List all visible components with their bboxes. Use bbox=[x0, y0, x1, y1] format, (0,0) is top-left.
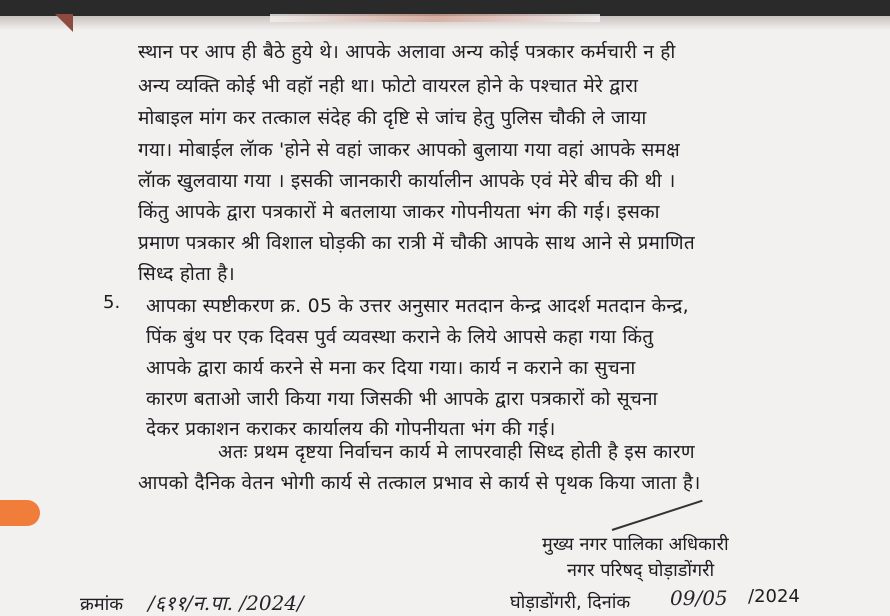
conclusion-line: अतः प्रथम दृष्टया निर्वाचन कार्य मे लापरवाही सिध्द होती है इस कारण bbox=[218, 441, 695, 463]
date-year: /2024 bbox=[748, 586, 800, 607]
orange-marker bbox=[0, 500, 40, 526]
folded-corner bbox=[55, 14, 73, 32]
body-line: प्रमाण पत्रकार श्री विशाल घोड़की का रात्री में चौकी आपके साथ आने से प्रमाणित bbox=[138, 232, 695, 254]
point-line: कारण बताओ जारी किया गया जिसकी भी आपके द्वारा पत्रकारों को सूचना bbox=[146, 388, 658, 410]
body-line: किंतु आपके द्वारा पत्रकारों मे बतलाया जाकर गोपनीयता भंग की गई। इसका bbox=[138, 201, 660, 223]
designation: मुख्य नगर पालिका अधिकारी bbox=[542, 534, 729, 555]
body-line: अन्य व्यक्ति कोई भी वहॉ नही था। फोटो वायरल होने के पश्चात मेरे द्वारा bbox=[138, 75, 639, 97]
ref-label: क्रमांक bbox=[80, 594, 124, 615]
point-line: आपका स्पष्टीकरण क्र. 05 के उत्तर अनुसार मतदान केन्द्र आदर्श मतदान केन्द्र, bbox=[146, 295, 689, 317]
body-line: स्थान पर आप ही बैठे हुये थे। आपके अलावा अन्य कोई पत्रकार कर्मचारी न ही bbox=[138, 41, 676, 63]
body-line: गया। मोबाईल लॅाक 'होने से वहां जाकर आपको बुलाया गया वहां आपके समक्ष bbox=[138, 139, 680, 161]
point-number: 5. bbox=[103, 292, 121, 313]
date-handwritten: 09/05 bbox=[670, 586, 728, 610]
point-line: आपके द्वारा कार्य करने से मना कर दिया गया। कार्य न कराने का सुचना bbox=[146, 357, 636, 379]
office-name: नगर परिषद् घोड़ाडोंगरी bbox=[567, 560, 715, 581]
body-line: लॅाक खुलवाया गया । इसकी जानकारी कार्यालीन आपके एवं मेरे बीच की थी । bbox=[138, 170, 676, 192]
conclusion-line: आपको दैनिक वेतन भोगी कार्य से तत्काल प्रभाव से कार्य से पृथक किया जाता है। bbox=[138, 472, 701, 494]
point-line: पिंक बुंथ पर एक दिवस पुर्व व्यवस्था कराने के लिये आपसे कहा गया किंतु bbox=[146, 326, 654, 348]
place-date-label: घोड़ाडोंगरी, दिनांक bbox=[510, 592, 631, 613]
handwritten-stroke bbox=[612, 500, 703, 531]
binding-stain bbox=[270, 14, 600, 22]
body-line: सिध्द होता है। bbox=[138, 263, 235, 285]
ref-number: /६११/न.पा. /2024/ bbox=[148, 591, 304, 615]
body-line: मोबाइल मांग कर तत्काल संदेह की दृष्टि से जांच हेतु पुलिस चौकी ले जाया bbox=[138, 107, 647, 129]
point-line: देकर प्रकाशन कराकर कार्यालय की गोपनीयता भंग की गई। bbox=[146, 418, 556, 440]
